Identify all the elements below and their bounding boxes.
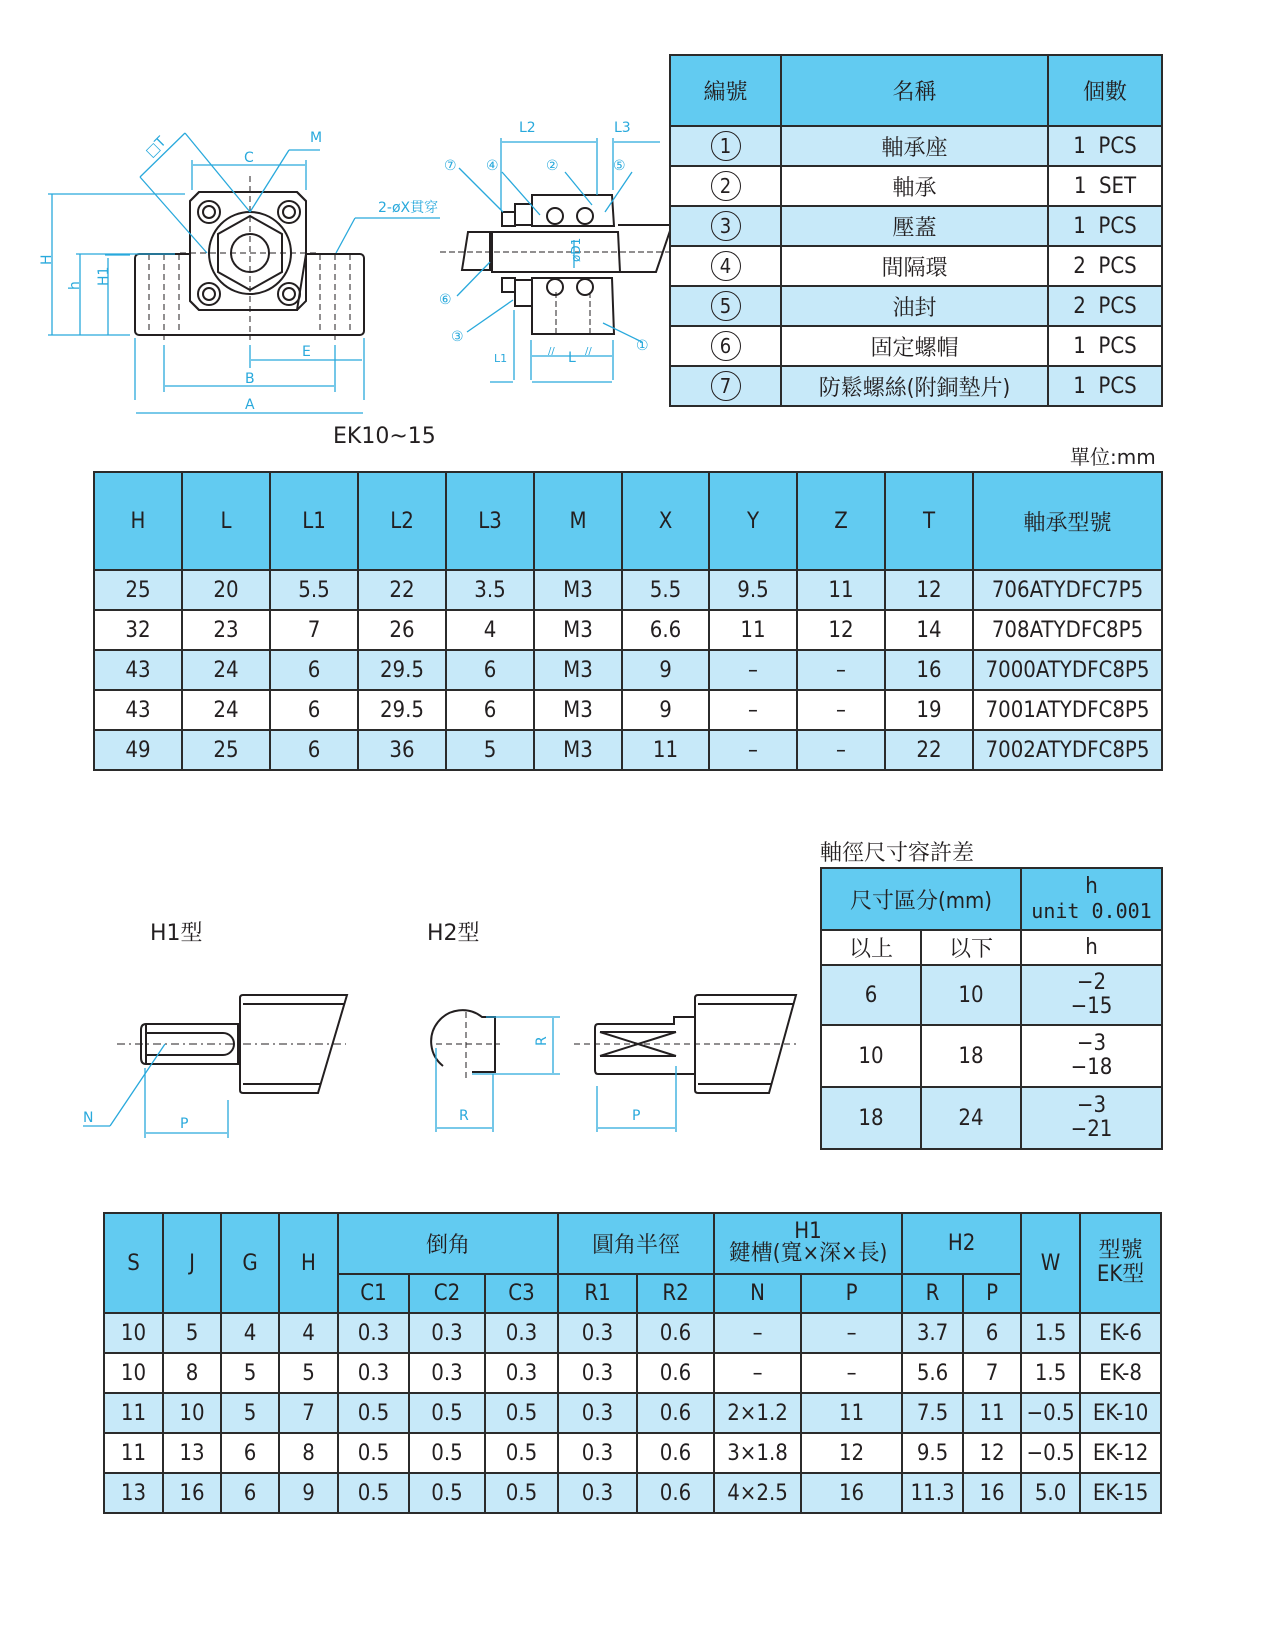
cell: 10: [104, 1353, 163, 1393]
svg-text:①: ①: [636, 338, 649, 354]
table-row: [94, 690, 1162, 730]
cell: 0.6: [637, 1473, 714, 1513]
cell: 18: [821, 1087, 921, 1149]
cell: EK-10: [1080, 1393, 1161, 1433]
cell: 23: [182, 610, 270, 650]
cell: 11: [963, 1393, 1021, 1433]
cell: 13: [104, 1473, 163, 1513]
cell: 24: [182, 650, 270, 690]
cell: 12: [885, 570, 973, 610]
header-L1: L1: [270, 472, 358, 570]
dimension-header-row: [94, 472, 1162, 570]
cell: 5: [221, 1393, 279, 1433]
cell: 8: [163, 1353, 221, 1393]
header-keyway: [714, 1213, 902, 1274]
part-number: 1: [711, 131, 741, 161]
cell: –: [797, 650, 885, 690]
cell: 29.5: [358, 650, 446, 690]
upper: −2: [1076, 970, 1107, 995]
cell: 0.5: [338, 1393, 409, 1433]
cell: −0.5: [1021, 1433, 1080, 1473]
header-h2: H2: [902, 1213, 1021, 1274]
h2-shaft-drawing: [420, 950, 800, 1150]
cell: 0.5: [338, 1473, 409, 1513]
cell: 2×1.2: [714, 1393, 801, 1433]
svg-text:2-øX貫穿: 2-øX貫穿: [378, 200, 439, 216]
cell: M3: [534, 570, 622, 610]
part-name: 軸承: [781, 166, 1048, 206]
part-number: 5: [711, 291, 741, 321]
cell: 5.5: [622, 570, 709, 610]
cell: 5: [163, 1313, 221, 1353]
table-row: [104, 1433, 1161, 1473]
h1-type-title: H1型: [150, 921, 203, 946]
svg-text:L: L: [568, 350, 576, 366]
header-size-range: 尺寸區分(mm): [821, 868, 1021, 930]
header-M: M: [534, 472, 622, 570]
cell: 0.5: [409, 1393, 485, 1433]
drawing-caption: EK10~15: [333, 424, 436, 449]
cell: 11: [104, 1433, 163, 1473]
cell: –: [709, 690, 797, 730]
header-W: W: [1021, 1213, 1080, 1313]
cell: 0.3: [558, 1433, 637, 1473]
header-below: 以下: [921, 930, 1021, 965]
cell: 10: [104, 1313, 163, 1353]
svg-text:H1: H1: [96, 266, 112, 286]
cell: 20: [182, 570, 270, 610]
svg-text:④: ④: [486, 158, 499, 174]
cell: 5.5: [270, 570, 358, 610]
header-fillet-radius: 圓角半徑: [558, 1213, 714, 1274]
part-qty: 1 PCS: [1048, 366, 1162, 406]
lower: −15: [1070, 994, 1113, 1019]
part-qty: 1 PCS: [1048, 326, 1162, 366]
header-N: N: [714, 1274, 801, 1313]
header-chamfer: 倒角: [338, 1213, 558, 1274]
table-row: [670, 286, 1162, 326]
header-S: S: [104, 1213, 163, 1313]
header-L3: L3: [446, 472, 534, 570]
table-row: [821, 1087, 1162, 1149]
cell: –: [714, 1313, 801, 1353]
parts-table: [669, 54, 1163, 407]
header-name: 名稱: [781, 55, 1048, 126]
part-number: 6: [711, 331, 741, 361]
cell: 26: [358, 610, 446, 650]
dimension-table: [93, 471, 1163, 771]
cell: –: [797, 690, 885, 730]
cell: 0.3: [485, 1353, 558, 1393]
cell: 36: [358, 730, 446, 770]
cell: 29.5: [358, 690, 446, 730]
cell: 0.3: [338, 1353, 409, 1393]
header-above: 以上: [821, 930, 921, 965]
header-no: 編號: [670, 55, 781, 126]
table-row: [670, 206, 1162, 246]
tolerance-title: 軸徑尺寸容許差: [820, 841, 975, 866]
cell: EK-8: [1080, 1353, 1161, 1393]
cell: 708ATYDFC8P5: [973, 610, 1162, 650]
header-model-2: EK型: [1096, 1262, 1145, 1287]
cell: 4: [221, 1313, 279, 1353]
label-dT: □T: [142, 133, 170, 161]
cell: −0.5: [1021, 1393, 1080, 1433]
cell: –: [714, 1353, 801, 1393]
header-R2: R2: [637, 1274, 714, 1313]
header-h-sub: h: [1021, 930, 1162, 965]
cell: 6: [270, 650, 358, 690]
cell: 1.5: [1021, 1353, 1080, 1393]
header-H: H: [279, 1213, 338, 1313]
svg-text:②: ②: [546, 158, 559, 174]
header-C3: C3: [485, 1274, 558, 1313]
svg-text:L2: L2: [519, 120, 536, 136]
header-L2: L2: [358, 472, 446, 570]
table-row: [94, 650, 1162, 690]
cell: 0.6: [637, 1433, 714, 1473]
cell: 1.5: [1021, 1313, 1080, 1353]
svg-text:E: E: [302, 344, 311, 360]
part-name: 固定螺帽: [781, 326, 1048, 366]
svg-text:⑥: ⑥: [439, 292, 452, 308]
header-bearing-model: 軸承型號: [973, 472, 1162, 570]
header-h: h: [1085, 874, 1098, 899]
sub-header-row: [821, 930, 1162, 965]
cell: 6: [963, 1313, 1021, 1353]
cell: 16: [885, 650, 973, 690]
shaft-table: [103, 1212, 1162, 1514]
cell: –: [797, 730, 885, 770]
table-row: [821, 965, 1162, 1025]
cell: 6: [446, 650, 534, 690]
cell: M3: [534, 650, 622, 690]
cell: 0.5: [338, 1433, 409, 1473]
table-row: [104, 1313, 1161, 1353]
cell: 10: [163, 1393, 221, 1433]
cell: 3×1.8: [714, 1433, 801, 1473]
cell: 0.3: [558, 1353, 637, 1393]
part-number: 3: [711, 211, 741, 241]
cell: 5.0: [1021, 1473, 1080, 1513]
cell: 25: [94, 570, 182, 610]
cell: 16: [801, 1473, 902, 1513]
cell: 10: [821, 1025, 921, 1087]
svg-text:③: ③: [451, 329, 464, 345]
part-number: 7: [711, 371, 741, 401]
cell: 7001ATYDFC8P5: [973, 690, 1162, 730]
cell: 25: [182, 730, 270, 770]
table-row: [821, 1025, 1162, 1087]
cell: 11.3: [902, 1473, 963, 1513]
cell: 6: [446, 690, 534, 730]
header-R-h2: R: [902, 1274, 963, 1313]
header-T: T: [885, 472, 973, 570]
cell: 9: [622, 690, 709, 730]
cell: 0.3: [409, 1353, 485, 1393]
cell: 22: [885, 730, 973, 770]
cell: 4: [446, 610, 534, 650]
header-X: X: [622, 472, 709, 570]
cell: 0.3: [558, 1313, 637, 1353]
cell: 10: [921, 965, 1021, 1025]
front-view-drawing: [0, 100, 460, 420]
svg-text:R: R: [534, 1036, 550, 1046]
cell: 4: [279, 1313, 338, 1353]
cell: 6: [221, 1433, 279, 1473]
cell: 18: [921, 1025, 1021, 1087]
svg-text:P: P: [632, 1108, 641, 1124]
h2-type-title: H2型: [427, 921, 480, 946]
header-P-h1: P: [801, 1274, 902, 1313]
cell: 43: [94, 690, 182, 730]
cell: 6: [270, 690, 358, 730]
cell: 0.3: [558, 1393, 637, 1433]
table-row: [94, 570, 1162, 610]
cell: 3.7: [902, 1313, 963, 1353]
svg-text:L3: L3: [614, 120, 631, 136]
cell: 0.5: [485, 1473, 558, 1513]
header-keyway-h1: H1: [794, 1218, 822, 1244]
cell: 706ATYDFC7P5: [973, 570, 1162, 610]
cell: 22: [358, 570, 446, 610]
cell: 0.5: [485, 1393, 558, 1433]
cell: 9: [622, 650, 709, 690]
cell: 4×2.5: [714, 1473, 801, 1513]
table-row: [94, 610, 1162, 650]
svg-text:⑤: ⑤: [613, 158, 626, 174]
cell: 7: [963, 1353, 1021, 1393]
cell: M3: [534, 690, 622, 730]
cell: 0.3: [409, 1313, 485, 1353]
table-row: [104, 1353, 1161, 1393]
svg-text://: //: [585, 346, 592, 357]
header-R1: R1: [558, 1274, 637, 1313]
svg-text:H: H: [39, 254, 55, 265]
lower: −18: [1070, 1055, 1113, 1080]
cell: 6: [221, 1473, 279, 1513]
cell: 24: [182, 690, 270, 730]
cell: 19: [885, 690, 973, 730]
unit-label: 單位:mm: [1070, 445, 1156, 469]
cell: 3.5: [446, 570, 534, 610]
part-number: 4: [711, 251, 741, 281]
header-Z: Z: [797, 472, 885, 570]
header-Y: Y: [709, 472, 797, 570]
cell: EK-12: [1080, 1433, 1161, 1473]
header-tolerance: [1021, 868, 1162, 930]
svg-text:N: N: [83, 1110, 94, 1126]
cell: 11: [797, 570, 885, 610]
header-keyway-desc: 鍵槽(寬×深×長): [728, 1240, 888, 1266]
cell: 32: [94, 610, 182, 650]
cell: 5: [446, 730, 534, 770]
cell: 0.6: [637, 1353, 714, 1393]
cell: 7: [279, 1393, 338, 1433]
part-name: 間隔環: [781, 246, 1048, 286]
cell: 6: [270, 730, 358, 770]
cell-tolerance: [1021, 1087, 1162, 1149]
svg-text:⑦: ⑦: [444, 158, 457, 174]
part-name: 壓蓋: [781, 206, 1048, 246]
cell: 7.5: [902, 1393, 963, 1433]
cell: 5: [279, 1353, 338, 1393]
cell: 0.3: [485, 1313, 558, 1353]
cell: –: [801, 1353, 902, 1393]
cell: 16: [963, 1473, 1021, 1513]
h1-shaft-drawing: [60, 950, 360, 1150]
svg-text:øD1: øD1: [569, 237, 583, 262]
table-row: [104, 1393, 1161, 1433]
header-C1: C1: [338, 1274, 409, 1313]
cell: 8: [279, 1433, 338, 1473]
cell: 7: [270, 610, 358, 650]
svg-text:P: P: [180, 1116, 189, 1132]
table-row: [670, 366, 1162, 406]
svg-text:C: C: [244, 150, 254, 166]
part-name: 防鬆螺絲(附銅墊片): [781, 366, 1048, 406]
header-L: L: [182, 472, 270, 570]
table-row: [670, 126, 1162, 166]
cell: –: [709, 650, 797, 690]
cell: 9: [279, 1473, 338, 1513]
cell: 0.5: [409, 1473, 485, 1513]
part-qty: 2 PCS: [1048, 286, 1162, 326]
table-row: [670, 166, 1162, 206]
cell: 5.6: [902, 1353, 963, 1393]
cell: 6: [821, 965, 921, 1025]
cell: EK-15: [1080, 1473, 1161, 1513]
svg-text:A: A: [245, 397, 255, 413]
cell: 11: [622, 730, 709, 770]
table-row: [104, 1473, 1161, 1513]
part-qty: 1 SET: [1048, 166, 1162, 206]
header-G: G: [221, 1213, 279, 1313]
cell: 49: [94, 730, 182, 770]
cell: 43: [94, 650, 182, 690]
part-qty: 2 PCS: [1048, 246, 1162, 286]
header-P-h2: P: [963, 1274, 1021, 1313]
cell: 0.3: [338, 1313, 409, 1353]
cell: 7002ATYDFC8P5: [973, 730, 1162, 770]
cell: EK-6: [1080, 1313, 1161, 1353]
header-unit: unit 0.001: [1031, 899, 1152, 923]
cell: 12: [963, 1433, 1021, 1473]
cell: 24: [921, 1087, 1021, 1149]
part-name: 軸承座: [781, 126, 1048, 166]
svg-text:L1: L1: [494, 352, 508, 365]
part-number: 2: [711, 171, 741, 201]
cell: 9.5: [709, 570, 797, 610]
cell-tolerance: [1021, 965, 1162, 1025]
header-H: H: [94, 472, 182, 570]
section-view-drawing: [430, 100, 690, 390]
cell: 12: [797, 610, 885, 650]
cell: 0.5: [409, 1433, 485, 1473]
svg-text:B: B: [245, 371, 255, 387]
cell: M3: [534, 610, 622, 650]
lower: −21: [1070, 1117, 1113, 1142]
tolerance-table: [820, 867, 1163, 1150]
cell: –: [709, 730, 797, 770]
cell-tolerance: [1021, 1025, 1162, 1087]
cell: 5: [221, 1353, 279, 1393]
part-qty: 1 PCS: [1048, 206, 1162, 246]
header-model: [1080, 1213, 1161, 1313]
part-qty: 1 PCS: [1048, 126, 1162, 166]
svg-text:h: h: [67, 281, 83, 290]
cell: 0.3: [558, 1473, 637, 1513]
table-row: [94, 730, 1162, 770]
cell: 11: [104, 1393, 163, 1433]
header-J: J: [163, 1213, 221, 1313]
cell: 0.6: [637, 1313, 714, 1353]
upper: −3: [1076, 1031, 1107, 1056]
part-name: 油封: [781, 286, 1048, 326]
cell: –: [801, 1313, 902, 1353]
cell: M3: [534, 730, 622, 770]
cell: 9.5: [902, 1433, 963, 1473]
header-model-1: 型號: [1098, 1238, 1143, 1263]
cell: 11: [801, 1393, 902, 1433]
cell: 0.5: [485, 1433, 558, 1473]
cell: 12: [801, 1433, 902, 1473]
svg-text:R: R: [459, 1108, 469, 1124]
header-C2: C2: [409, 1274, 485, 1313]
cell: 0.6: [637, 1393, 714, 1433]
upper: −3: [1076, 1093, 1107, 1118]
cell: 6.6: [622, 610, 709, 650]
cell: 14: [885, 610, 973, 650]
table-row: [670, 326, 1162, 366]
cell: 16: [163, 1473, 221, 1513]
header-qty: 個數: [1048, 55, 1162, 126]
cell: 13: [163, 1433, 221, 1473]
svg-text://: //: [548, 346, 555, 357]
table-row: [670, 246, 1162, 286]
svg-text:M: M: [310, 130, 323, 146]
cell: 7000ATYDFC8P5: [973, 650, 1162, 690]
cell: 11: [709, 610, 797, 650]
